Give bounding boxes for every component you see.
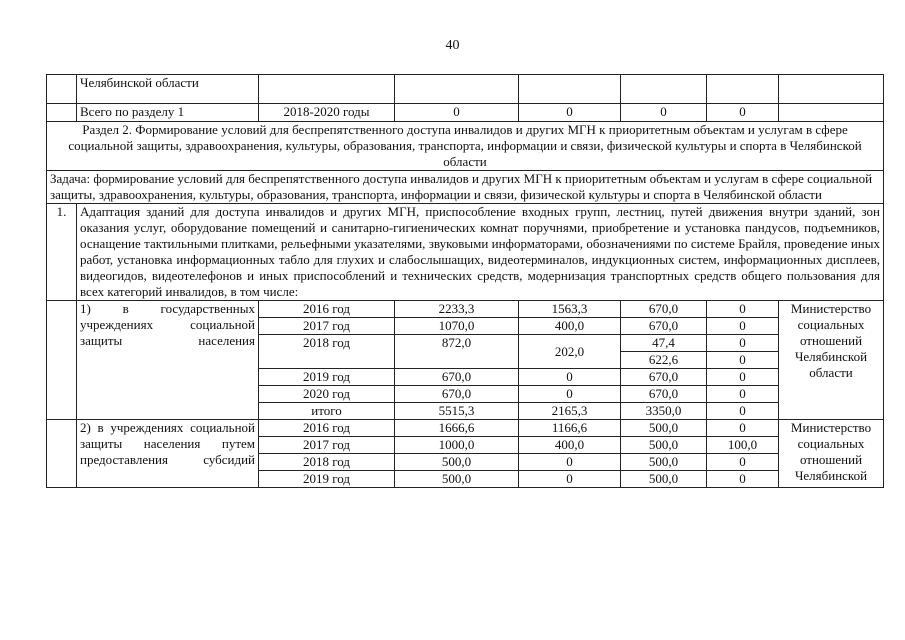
executor-cell: Министерство социальных отношений Челябинской области [779, 301, 884, 420]
program-table [46, 74, 884, 488]
value-reg: 500,0 [621, 471, 707, 488]
value-total: 1070,0 [395, 318, 519, 335]
value-fed: 400,0 [519, 437, 621, 454]
table-row [47, 104, 884, 122]
value-other: 100,0 [707, 437, 779, 454]
value-reg: 670,0 [621, 318, 707, 335]
value-reg: 500,0 [621, 437, 707, 454]
value-other: 0 [707, 318, 779, 335]
value-total: 1666,6 [395, 420, 519, 437]
value-total: 872,0 [395, 335, 519, 369]
year-cell: 2019 год [259, 369, 395, 386]
value-fed: 0 [519, 454, 621, 471]
value-reg: 670,0 [621, 301, 707, 318]
table-row [47, 204, 884, 301]
table-row [47, 75, 884, 104]
executor-cell: Министерство социальных отношений Челябинской [779, 420, 884, 488]
value-reg: 670,0 [621, 386, 707, 403]
value-total: 500,0 [395, 471, 519, 488]
page-number: 40 [445, 38, 460, 53]
subitem-label: 1) в государственных учреждениях социальной защиты населения [77, 301, 259, 420]
value-other: 0 [707, 352, 779, 369]
value-total: 2233,3 [395, 301, 519, 318]
value-fed: 202,0 [519, 335, 621, 369]
value-fed: 0 [519, 369, 621, 386]
value-fed: 400,0 [519, 318, 621, 335]
value-other: 0 [707, 420, 779, 437]
item-number: 1. [47, 204, 77, 301]
section-title: Раздел 2. Формирование условий для беспрепятственного доступа инвалидов и других МГН к приоритетным объектам и услугам в сфере социальной защиты, здравоохранения, культуры, образования, транспорта, информации и связи, физической культуры и спорта в Челябинской области [47, 122, 884, 171]
year-cell: 2018 год [259, 454, 395, 471]
value-other: 0 [707, 386, 779, 403]
region-cell: Челябинской области [77, 75, 259, 104]
section-task: Задача: формирование условий для беспрепятственного доступа инвалидов и других МГН к приоритетным объектам и услугам в сфере социальной защиты, здравоохранения, культуры, образования, транспорта, информации и связи, физической культуры и спорта в Челябинской области [47, 171, 884, 204]
value-other: 0 [707, 403, 779, 420]
value-reg: 500,0 [621, 454, 707, 471]
value-reg: 500,0 [621, 420, 707, 437]
total-value: 0 [621, 104, 707, 122]
value-total: 1000,0 [395, 437, 519, 454]
year-cell: 2020 год [259, 386, 395, 403]
item-description: Адаптация зданий для доступа инвалидов и других МГН, приспособление входных групп, лестниц, путей движения внутри зданий, зон оказания услуг, оборудование помещений и санитарно-гигиенических комнат поручнями, приобретение и установка пандусов, подъемников, оснащение тактильными плитками, рельефными указателями, звуковыми информаторами, обозначениями по системе Брайля, проведение иных работ, установка информационных табло для глухих и слабослышащих, видеотерминалов, индукционных систем, информационных дисплеев, видеогидов, видеотелефонов и иных приспособлений и технических средств, модернизация транспортных средств общего пользования для всех категорий инвалидов, в том числе: [77, 204, 884, 301]
year-cell: 2017 год [259, 437, 395, 454]
value-total: 670,0 [395, 369, 519, 386]
value-reg: 670,0 [621, 369, 707, 386]
year-cell: итого [259, 403, 395, 420]
table-row [47, 171, 884, 204]
table-row [47, 420, 884, 437]
value-other: 0 [707, 471, 779, 488]
value-other: 0 [707, 335, 779, 352]
value-other: 0 [707, 301, 779, 318]
value-other: 0 [707, 454, 779, 471]
value-fed: 0 [519, 386, 621, 403]
year-cell: 2018 год [259, 335, 395, 369]
value-total: 5515,3 [395, 403, 519, 420]
value-total: 500,0 [395, 454, 519, 471]
table-row [47, 301, 884, 318]
value-reg: 622,6 [621, 352, 707, 369]
total-value: 0 [707, 104, 779, 122]
total-period: 2018-2020 годы [259, 104, 395, 122]
subitem-label: 2) в учреждениях социальной защиты населения путем предоставления субсидий [77, 420, 259, 488]
value-reg: 47,4 [621, 335, 707, 352]
total-label: Всего по разделу 1 [77, 104, 259, 122]
value-fed: 1563,3 [519, 301, 621, 318]
value-fed: 0 [519, 471, 621, 488]
value-reg: 3350,0 [621, 403, 707, 420]
value-total: 670,0 [395, 386, 519, 403]
year-cell: 2019 год [259, 471, 395, 488]
year-cell: 2016 год [259, 301, 395, 318]
total-value: 0 [519, 104, 621, 122]
year-cell: 2017 год [259, 318, 395, 335]
year-cell: 2016 год [259, 420, 395, 437]
total-value: 0 [395, 104, 519, 122]
value-other: 0 [707, 369, 779, 386]
value-fed: 2165,3 [519, 403, 621, 420]
table-row [47, 122, 884, 171]
value-fed: 1166,6 [519, 420, 621, 437]
